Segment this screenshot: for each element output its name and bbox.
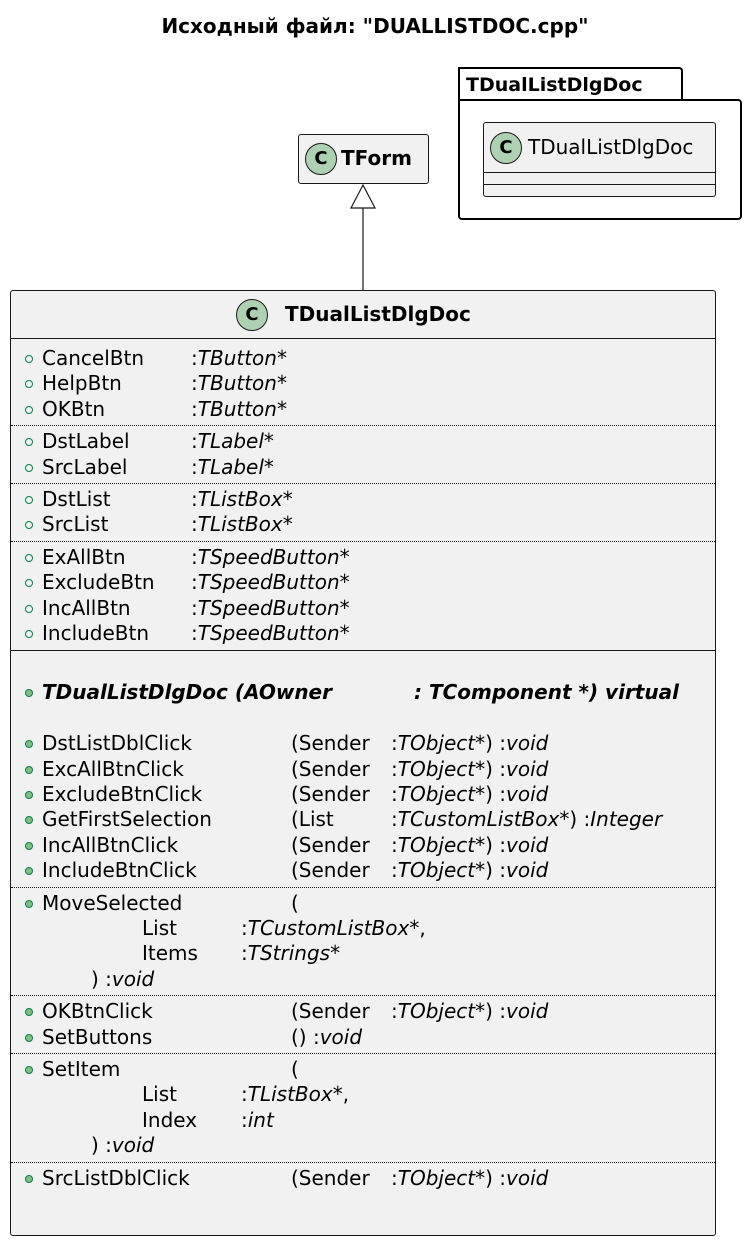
method-name: ExcAllBtnClick <box>42 756 184 781</box>
text: * <box>330 941 341 966</box>
param-type: TStrings <box>247 941 331 966</box>
text: (Sender <box>291 731 370 756</box>
field-type: TSpeedButton <box>197 621 340 645</box>
field-name: CancelBtn <box>42 346 144 370</box>
text: : <box>191 487 198 511</box>
package-tab: TDualListDlgDoc <box>458 67 683 99</box>
field-type: TButton <box>197 396 277 421</box>
param-type: TObject <box>397 999 476 1024</box>
public-method-icon <box>25 740 33 748</box>
field-type: TListBox <box>197 512 283 537</box>
field-name: ExAllBtn <box>42 544 126 569</box>
class-c-icon: C <box>305 143 337 175</box>
separator <box>11 483 715 484</box>
text: ) : <box>91 1133 112 1158</box>
text: : <box>391 782 398 806</box>
public-method-icon <box>25 842 33 850</box>
field-type: TListBox <box>197 487 283 511</box>
main-class-name: TDualListDlgDoc <box>285 302 471 326</box>
field-name: DstList <box>42 487 111 511</box>
text: (Sender <box>291 756 370 781</box>
return-type: void <box>506 782 549 806</box>
param-type: TCustomListBox <box>397 807 560 832</box>
param-type: TObject <box>397 756 476 781</box>
text: : <box>191 621 198 645</box>
text: * <box>263 454 274 479</box>
public-method-icon <box>25 766 33 774</box>
field-type: TButton <box>197 371 277 396</box>
text: *) : <box>559 807 591 832</box>
text: : <box>241 916 248 940</box>
text: : <box>391 1165 398 1190</box>
public-method-icon <box>25 1066 33 1074</box>
public-field-icon <box>25 438 33 446</box>
public-field-icon <box>25 579 33 587</box>
method-name: DstListDblClick <box>42 731 192 756</box>
method-name: SetItem <box>42 1057 121 1081</box>
public-method-icon <box>25 900 33 908</box>
return-type: void <box>506 731 549 756</box>
text: : <box>191 570 198 595</box>
param-type: TObject <box>397 832 476 857</box>
text: : <box>191 371 198 396</box>
text: * <box>276 371 287 396</box>
public-field-icon <box>25 355 33 363</box>
return-type: void <box>506 832 549 857</box>
return-type: Integer <box>590 807 663 832</box>
public-method-icon <box>25 867 33 875</box>
field-type: TSpeedButton <box>197 544 340 569</box>
text: : <box>241 1107 248 1132</box>
text: * <box>339 621 350 645</box>
class-c-icon: C <box>236 299 268 331</box>
param-name: List <box>142 1082 177 1107</box>
text: ) : <box>91 966 112 991</box>
text: *) : <box>475 858 507 883</box>
text: () : <box>291 1024 320 1049</box>
method-name: ExcludeBtnClick <box>42 782 203 806</box>
public-field-icon <box>25 406 33 414</box>
param-type: int <box>247 1107 274 1132</box>
text: * <box>282 487 293 511</box>
public-field-icon <box>25 605 33 613</box>
text: *) : <box>475 832 507 857</box>
separator <box>11 541 715 542</box>
param-type: TObject <box>397 782 476 806</box>
text: (Sender <box>291 858 370 883</box>
method-name: MoveSelected <box>42 890 183 915</box>
text: * <box>339 570 350 595</box>
method-name: SrcListDblClick <box>42 1165 190 1190</box>
return-type: void <box>319 1024 363 1049</box>
public-method-icon <box>25 816 33 824</box>
field-type: TSpeedButton <box>197 570 340 595</box>
return-type: void <box>506 756 549 781</box>
separator <box>11 995 715 996</box>
text: (Sender <box>291 782 370 806</box>
field-name: IncAllBtn <box>42 595 131 620</box>
public-field-icon <box>25 630 33 638</box>
param-name: Items <box>142 941 198 966</box>
main-class-tduallistdlgdoc[interactable] <box>10 290 716 1236</box>
text: : <box>191 512 198 537</box>
public-field-icon <box>25 380 33 388</box>
field-name: OKBtn <box>42 396 106 421</box>
open-paren: ( <box>291 1057 299 1081</box>
public-method-icon <box>25 1034 33 1042</box>
text: *) : <box>475 999 507 1024</box>
text: : <box>391 756 398 781</box>
text: : <box>191 429 198 454</box>
text: : <box>391 858 398 883</box>
parent-class-name: TForm <box>341 146 412 170</box>
method-name: IncludeBtnClick <box>42 858 197 883</box>
text: (List <box>291 807 334 832</box>
constructor-type: : TComponent *) virtual <box>414 680 679 705</box>
text: : <box>391 731 398 756</box>
param-type: TListBox <box>247 1082 333 1107</box>
field-name: HelpBtn <box>42 371 122 396</box>
return-type: void <box>506 1165 549 1190</box>
text: *) : <box>475 731 507 756</box>
param-type: TObject <box>397 858 476 883</box>
text: : <box>241 1082 248 1107</box>
field-name: ExcludeBtn <box>42 570 155 595</box>
param-type: TObject <box>397 1165 476 1190</box>
text: *, <box>332 1082 350 1107</box>
text: * <box>282 512 293 537</box>
field-type: TButton <box>197 346 277 370</box>
text: *) : <box>475 756 507 781</box>
field-name: SrcLabel <box>42 454 128 479</box>
text: *) : <box>475 1165 507 1190</box>
return-type: void <box>111 1133 155 1158</box>
text: *, <box>409 916 426 940</box>
text: : <box>191 396 198 421</box>
text: * <box>276 346 287 370</box>
text: (Sender <box>291 832 370 857</box>
text: (Sender <box>291 1165 370 1190</box>
separator <box>11 425 715 426</box>
field-name: IncludeBtn <box>42 621 150 645</box>
field-type: TSpeedButton <box>197 595 340 620</box>
text: : <box>191 346 198 370</box>
method-name: OKBtnClick <box>42 999 153 1024</box>
field-type: TLabel <box>197 429 264 454</box>
return-type: void <box>111 966 155 991</box>
text: *) : <box>475 782 507 806</box>
field-name: DstLabel <box>42 429 130 454</box>
text: : <box>391 999 398 1024</box>
constructor-name: TDualListDlgDoc (AOwner <box>42 680 332 705</box>
public-method-icon <box>25 1008 33 1016</box>
text: (Sender <box>291 999 370 1024</box>
method-name: SetButtons <box>42 1024 153 1049</box>
text: : <box>391 807 398 832</box>
separator <box>11 1053 715 1054</box>
param-name: Index <box>142 1107 198 1132</box>
text: * <box>276 396 287 421</box>
text: : <box>191 454 198 479</box>
text: * <box>339 595 350 620</box>
text: * <box>339 544 350 569</box>
return-type: void <box>506 999 549 1024</box>
section-divider <box>11 650 715 651</box>
public-field-icon <box>25 496 33 504</box>
parent-class-tform[interactable] <box>298 134 429 184</box>
text: : <box>191 595 198 620</box>
text: : <box>191 544 198 569</box>
return-type: void <box>506 858 549 883</box>
separator <box>11 887 715 888</box>
param-type: TCustomListBox <box>247 916 410 940</box>
public-field-icon <box>25 464 33 472</box>
field-name: SrcList <box>42 512 109 537</box>
param-type: TObject <box>397 731 476 756</box>
class-c-icon: C <box>490 132 522 164</box>
diagram-title: Исходный файл: "DUALLISTDOC.cpp" <box>161 14 589 38</box>
public-field-icon <box>25 554 33 562</box>
public-field-icon <box>25 521 33 529</box>
package-inner-class[interactable] <box>483 122 716 197</box>
public-method-icon <box>25 689 33 697</box>
method-name: IncAllBtnClick <box>42 832 179 857</box>
text: : <box>391 832 398 857</box>
separator <box>11 1162 715 1163</box>
open-paren: ( <box>291 890 299 915</box>
method-name: GetFirstSelection <box>42 807 212 832</box>
text: * <box>263 429 274 454</box>
param-name: List <box>142 916 177 940</box>
inner-class-name: TDualListDlgDoc <box>528 135 694 159</box>
public-method-icon <box>25 791 33 799</box>
text: : <box>241 941 248 966</box>
field-type: TLabel <box>197 454 264 479</box>
public-method-icon <box>25 1175 33 1183</box>
